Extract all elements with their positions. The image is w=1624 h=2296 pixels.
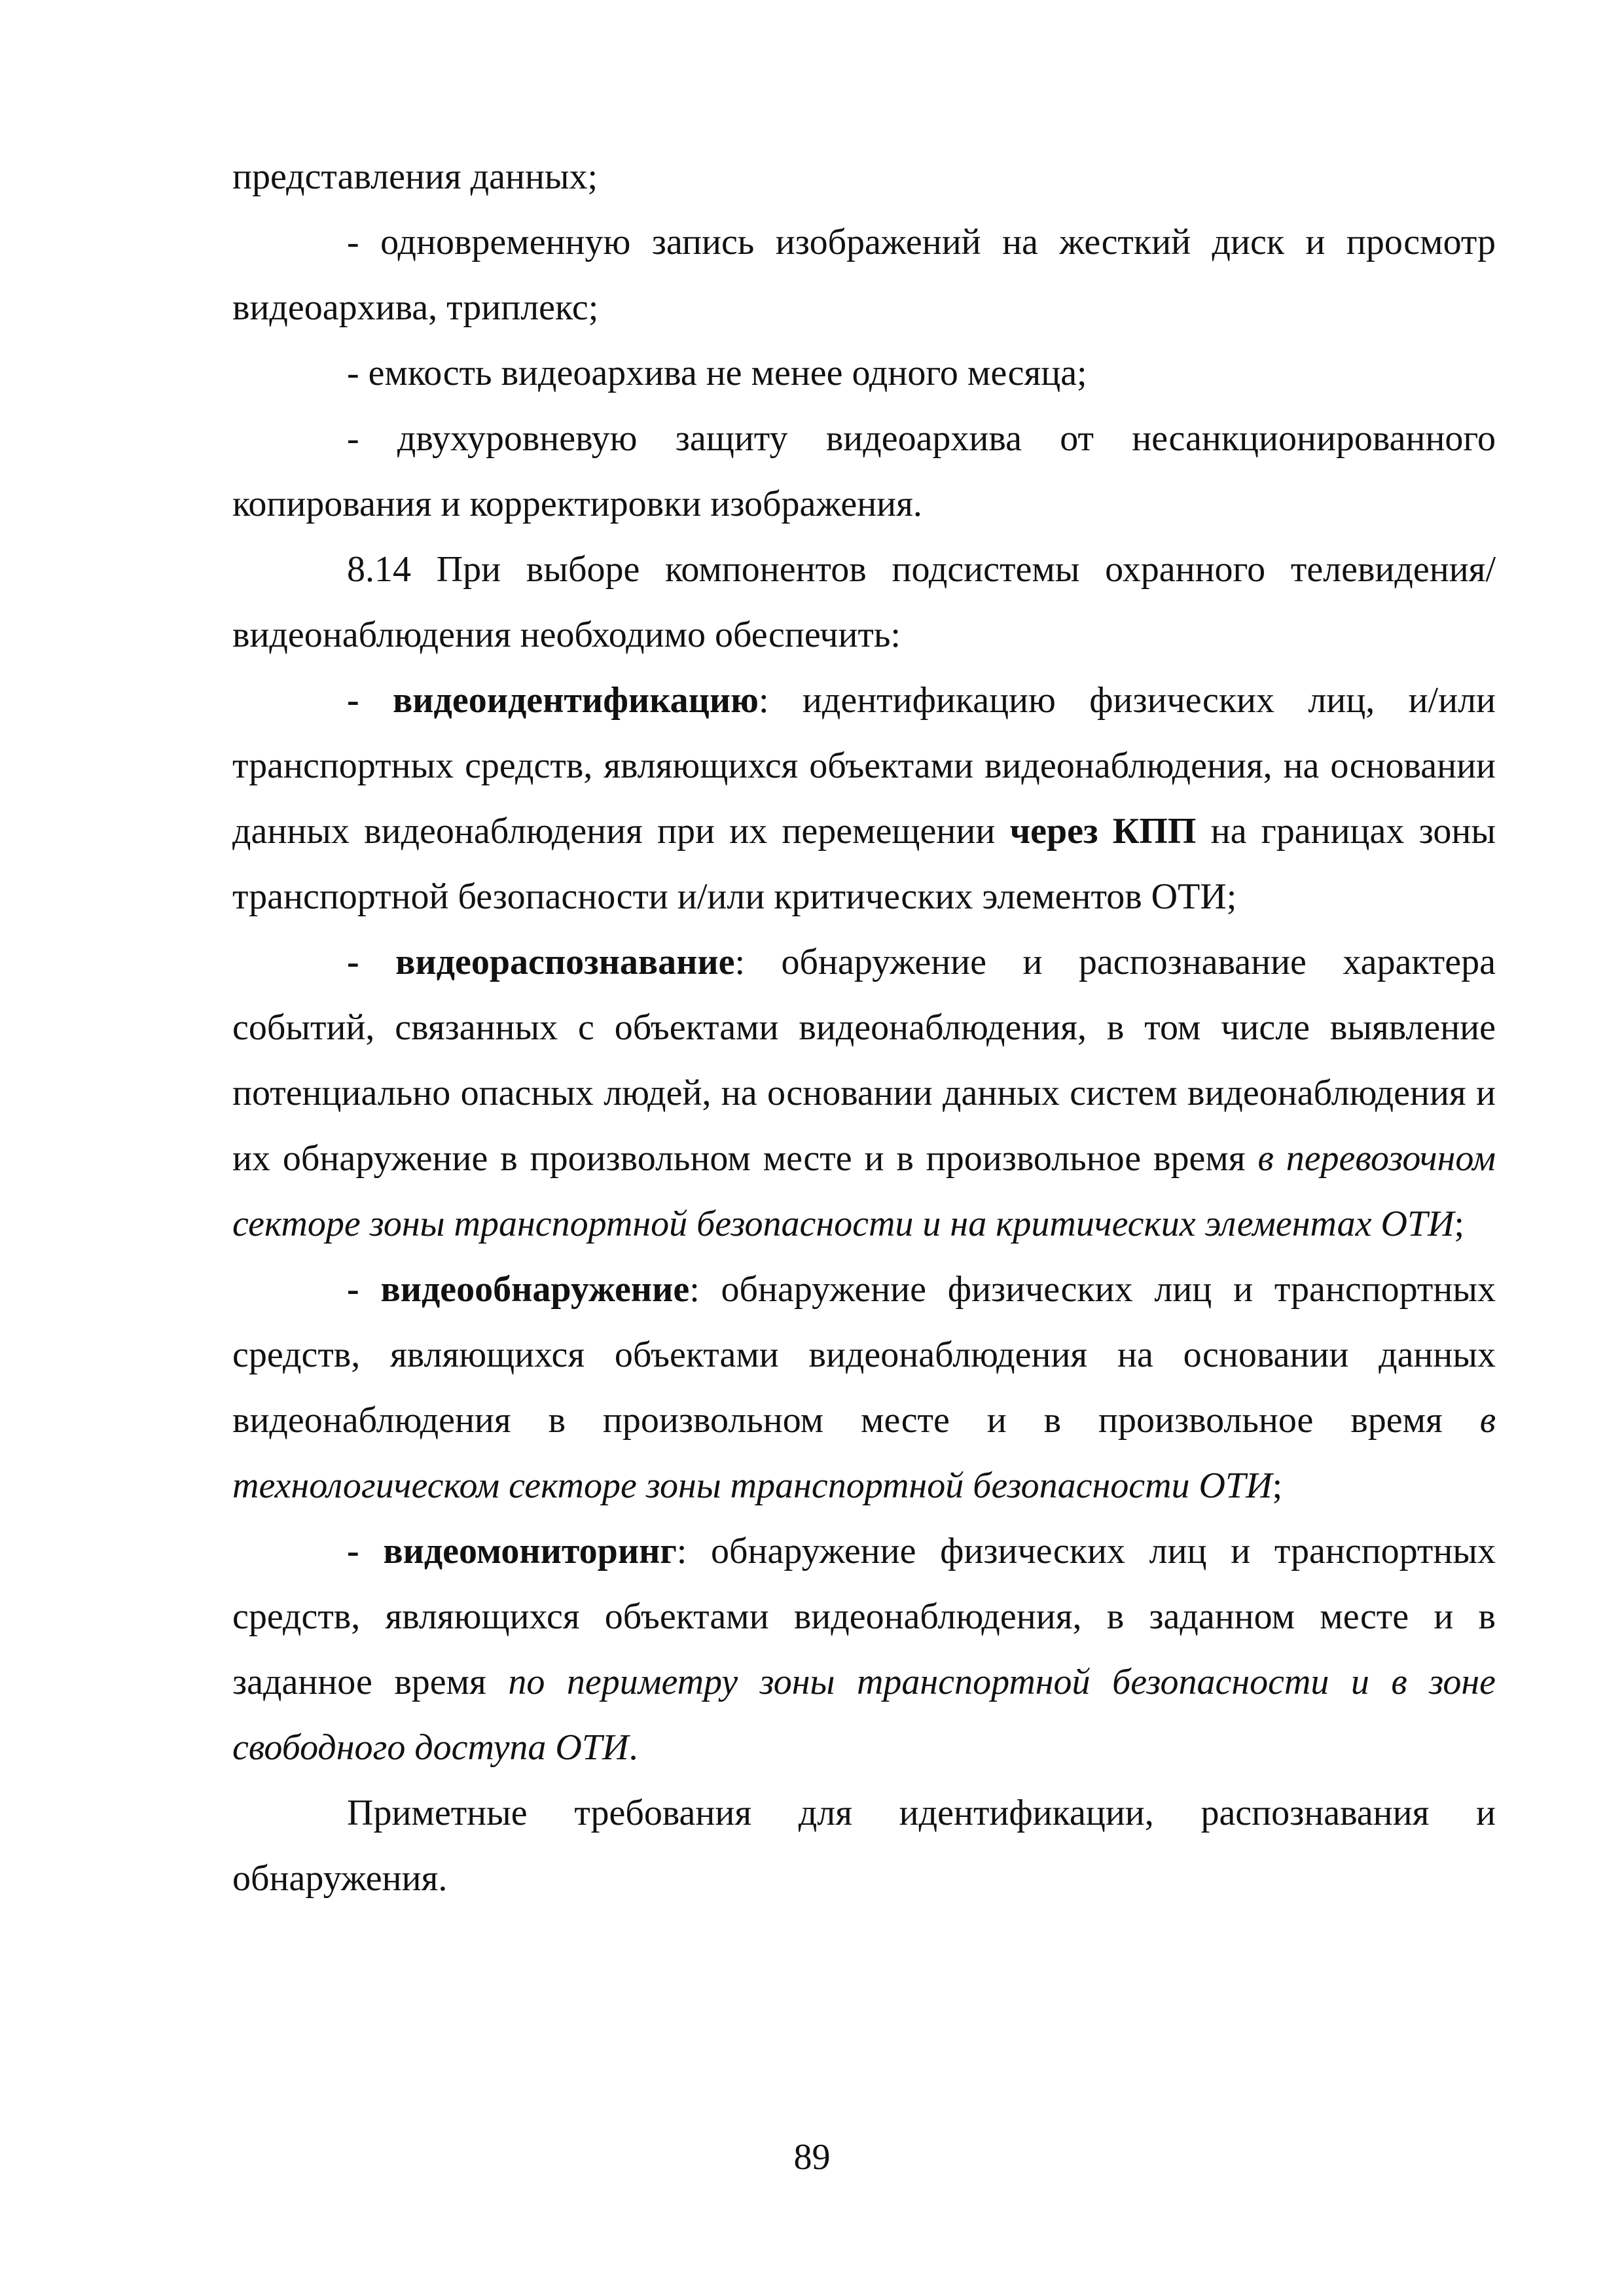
paragraph-video-identification — [232, 668, 1496, 929]
paragraph-data-presentation: представления данных; — [232, 156, 598, 197]
term-video-recognition: - видеораспознавание — [347, 942, 735, 982]
text-video-monitoring: : обнаружение физических лиц и транспортных средств, являющихся объектами видеонаблюдения, в заданном месте и в заданное время — [232, 1531, 1496, 1702]
term-video-identification: - видеоидентификацию — [347, 680, 759, 721]
text-video-identification-a: : идентификацию физических лиц, и/или транспортных средств, являющихся объектами видеонаблюдения, на основании данных видеонаблюдения при их перемещении — [232, 680, 1496, 852]
paragraph-section-8-14: 8.14 При выборе компонентов подсистемы охранного телевидения/видеонаблюдения необходимо обеспечить: — [232, 549, 1496, 655]
italic-video-detection-zone: в технологическом секторе зоны транспортной безопасности ОТИ — [232, 1400, 1496, 1506]
punct-video-recognition: ; — [1454, 1204, 1465, 1244]
paragraph-requirements: Приметные требования для идентификации, распознавания и обнаружения. — [232, 1793, 1496, 1899]
document-page — [232, 144, 1496, 1911]
page-number: 89 — [793, 2137, 831, 2178]
punct-video-detection: ; — [1272, 1465, 1283, 1506]
paragraph-archive-protection: - двухуровневую защиту видеоархива от несанкционированного копирования и корректировки изображения. — [232, 418, 1496, 524]
italic-video-recognition-zone: в перевозочном секторе зоны транспортной безопасности и на критических элементах ОТИ — [232, 1138, 1496, 1244]
paragraph-video-monitoring — [232, 1518, 1496, 1780]
term-video-monitoring: - видеомониторинг — [347, 1531, 677, 1571]
bold-checkpoint: через КПП — [1009, 811, 1197, 852]
text-video-identification-b: на границах зоны транспортной безопасности и/или критических элементов ОТИ; — [232, 811, 1496, 917]
paragraph-video-detection — [232, 1257, 1496, 1518]
text-video-detection: : обнаружение физических лиц и транспортных средств, являющихся объектами видеонаблюдения на основании данных видеонаблюдения в произвольном месте и в произвольное время — [232, 1269, 1496, 1441]
paragraph-simultaneous-recording: - одновременную запись изображений на жесткий диск и просмотр видеоархива, триплекс; — [232, 222, 1496, 328]
punct-video-monitoring: . — [628, 1727, 638, 1768]
paragraph-archive-capacity: - емкость видеоархива не менее одного месяца; — [347, 353, 1087, 393]
paragraph-video-recognition — [232, 929, 1496, 1257]
italic-video-monitoring-zone: по периметру зоны транспортной безопасности и в зоне свободного доступа ОТИ — [232, 1662, 1496, 1768]
term-video-detection: - видеообнаружение — [347, 1269, 690, 1310]
text-video-recognition: : обнаружение и распознавание характера событий, связанных с объектами видеонаблюдения, в том числе выявление потенциально опасных людей, на основании данных систем видеонаблюдения и их обнаружение в произвольном месте и в произвольное время — [232, 942, 1496, 1179]
